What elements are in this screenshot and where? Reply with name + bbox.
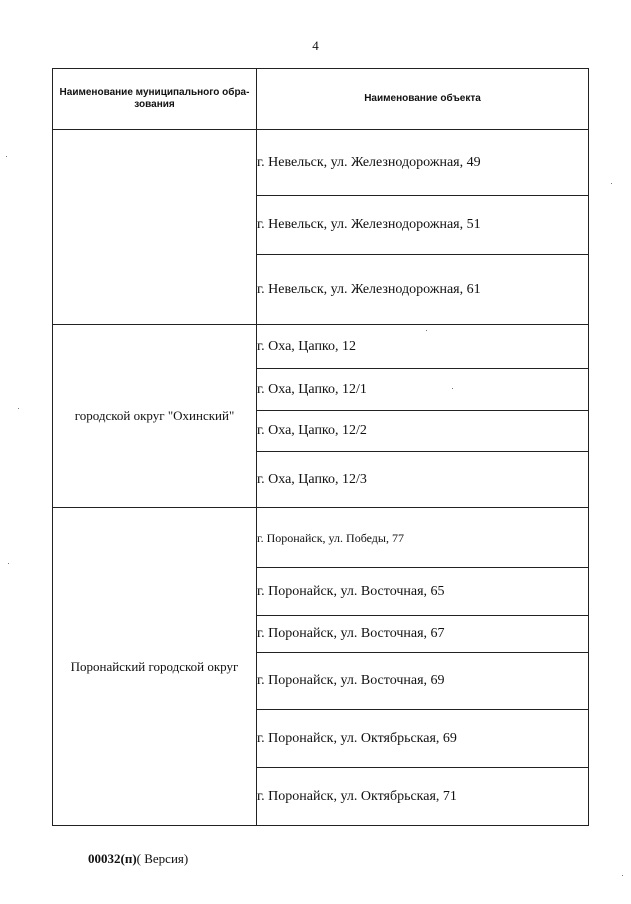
table-row [53,130,589,196]
object-cell: г. Оха, Цапко, 12/2 [257,411,589,452]
object-cell: г. Оха, Цапко, 12/1 [257,369,589,411]
object-cell: г. Поронайск, ул. Восточная, 67 [257,616,589,653]
document-footer [88,851,188,867]
object-cell: г. Поронайск, ул. Октябрьская, 71 [257,768,589,826]
scan-speck [6,156,7,157]
municipality-cell: Поронайский городской округ [53,508,257,826]
scan-speck [622,875,623,876]
scan-speck [611,183,612,184]
object-cell: г. Невельск, ул. Железнодорожная, 61 [257,255,589,325]
objects-table [52,68,589,826]
document-code: 00032(п) [88,851,137,866]
object-cell: г. Поронайск, ул. Октябрьская, 69 [257,710,589,768]
object-cell: г. Поронайск, ул. Победы, 77 [257,508,589,568]
table-row [53,325,589,369]
object-column-header: Наименование объекта [257,69,589,130]
page-number: 4 [312,38,319,53]
object-cell: г. Оха, Цапко, 12 [257,325,589,369]
document-version: ( Версия) [136,851,189,866]
scan-speck [426,330,427,331]
object-cell: г. Невельск, ул. Железнодорожная, 51 [257,196,589,255]
object-cell: г. Оха, Цапко, 12/3 [257,452,589,508]
object-cell: г. Невельск, ул. Железнодорожная, 49 [257,130,589,196]
scan-speck [8,563,9,564]
object-cell: г. Поронайск, ул. Восточная, 69 [257,653,589,710]
object-cell: г. Поронайск, ул. Восточная, 65 [257,568,589,616]
scan-speck [452,388,453,389]
municipality-column-header: Наименование муниципального обра- зования [53,69,257,130]
municipality-cell: городской округ "Охинский" [53,325,257,508]
scan-speck [18,408,19,409]
table-header-row [53,69,589,130]
table-row [53,508,589,568]
municipality-cell [53,130,257,325]
